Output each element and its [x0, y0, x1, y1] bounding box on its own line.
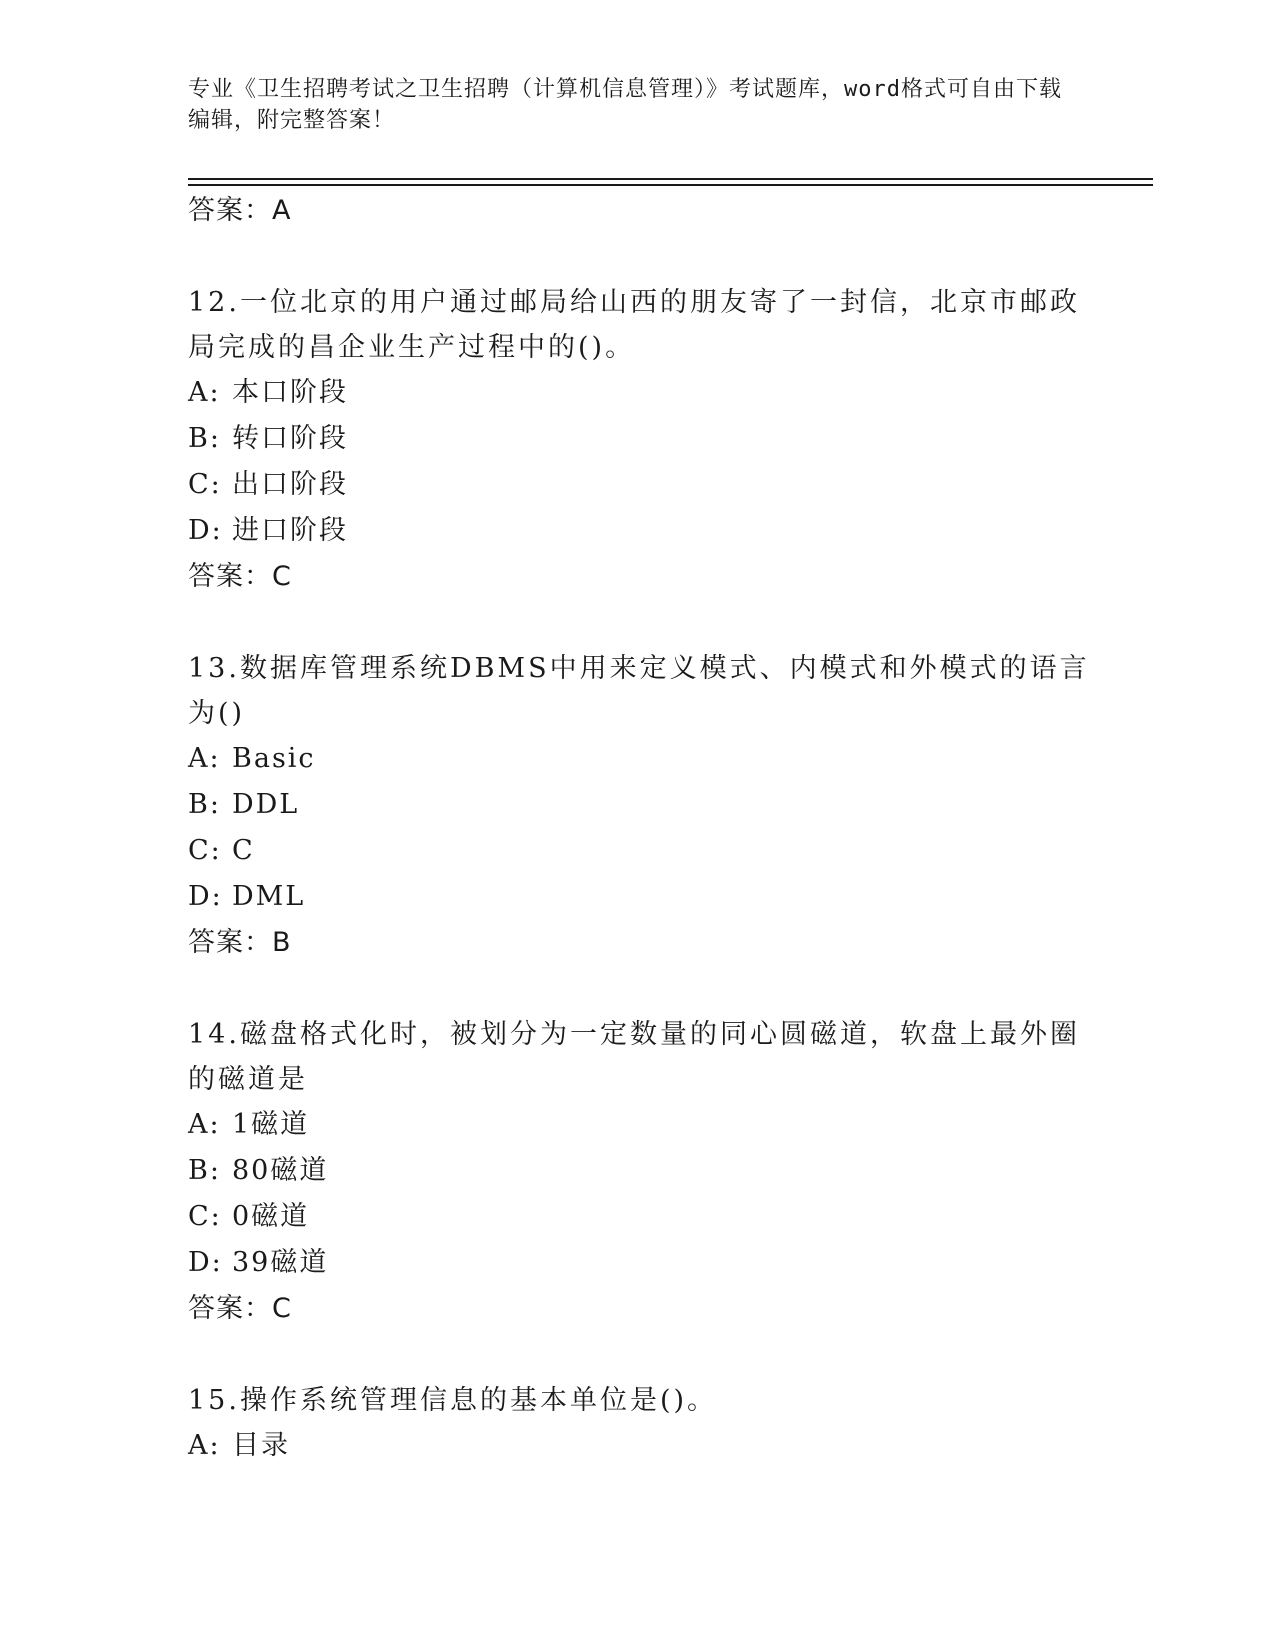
option-c	[188, 828, 1108, 874]
option-a	[188, 1423, 1108, 1469]
option-b	[188, 782, 1108, 828]
option-d	[188, 1240, 1108, 1286]
question-stem: 13.数据库管理系统DBMS中用来定义模式、内模式和外模式的语言为()	[188, 653, 1090, 729]
option-letter: A:	[188, 1109, 221, 1140]
option-text: DML	[232, 881, 306, 912]
option-c	[188, 462, 1108, 508]
option-text: 出口阶段	[232, 469, 348, 500]
option-c	[188, 1194, 1108, 1240]
option-d	[188, 874, 1108, 920]
option-letter: D:	[188, 515, 223, 546]
option-letter: D:	[188, 1247, 223, 1278]
question-14	[188, 1012, 1108, 1332]
option-text: C	[232, 835, 255, 866]
option-letter: C:	[188, 835, 222, 866]
question-13	[188, 646, 1108, 966]
option-letter: C:	[188, 1201, 222, 1232]
option-b	[188, 416, 1108, 462]
option-b	[188, 1148, 1108, 1194]
option-letter: D:	[188, 881, 223, 912]
answer-line: 答案：C	[188, 561, 292, 592]
option-a	[188, 736, 1108, 782]
option-text: 进口阶段	[232, 515, 348, 546]
option-text: 80磁道	[232, 1155, 329, 1186]
question-12	[188, 280, 1108, 600]
header-divider-bottom	[188, 184, 1153, 186]
option-text: Basic	[232, 743, 316, 774]
question-stem: 12.一位北京的用户通过邮局给山西的朋友寄了一封信，北京市邮政局完成的昌企业生产过程中的()。	[188, 287, 1080, 363]
option-letter: A:	[188, 743, 221, 774]
option-text: 转口阶段	[232, 423, 348, 454]
option-text: DDL	[232, 789, 300, 820]
option-a	[188, 1102, 1108, 1148]
option-text: 本口阶段	[232, 377, 348, 408]
option-text: 39磁道	[232, 1247, 329, 1278]
option-letter: B:	[188, 1155, 221, 1186]
option-letter: B:	[188, 423, 221, 454]
option-a	[188, 370, 1108, 416]
document-header: 专业《卫生招聘考试之卫生招聘（计算机信息管理）》考试题库，word格式可自由下载编辑，附完整答案！	[188, 77, 1062, 133]
option-text: 目录	[232, 1430, 290, 1461]
question-stem: 15.操作系统管理信息的基本单位是()。	[188, 1385, 718, 1416]
answer-line: 答案：C	[188, 1293, 292, 1324]
header-divider-top	[188, 178, 1153, 180]
option-letter: B:	[188, 789, 221, 820]
option-letter: A:	[188, 377, 221, 408]
option-letter: C:	[188, 469, 222, 500]
option-text: 1磁道	[232, 1109, 310, 1140]
previous-answer: 答案：A	[188, 195, 292, 226]
option-letter: A:	[188, 1430, 221, 1461]
option-d	[188, 508, 1108, 554]
option-text: 0磁道	[232, 1201, 310, 1232]
question-stem: 14.磁盘格式化时，被划分为一定数量的同心圆磁道，软盘上最外圈的磁道是	[188, 1019, 1080, 1095]
answer-line: 答案：B	[188, 927, 292, 958]
question-list	[188, 188, 1108, 1469]
question-15	[188, 1378, 1108, 1469]
